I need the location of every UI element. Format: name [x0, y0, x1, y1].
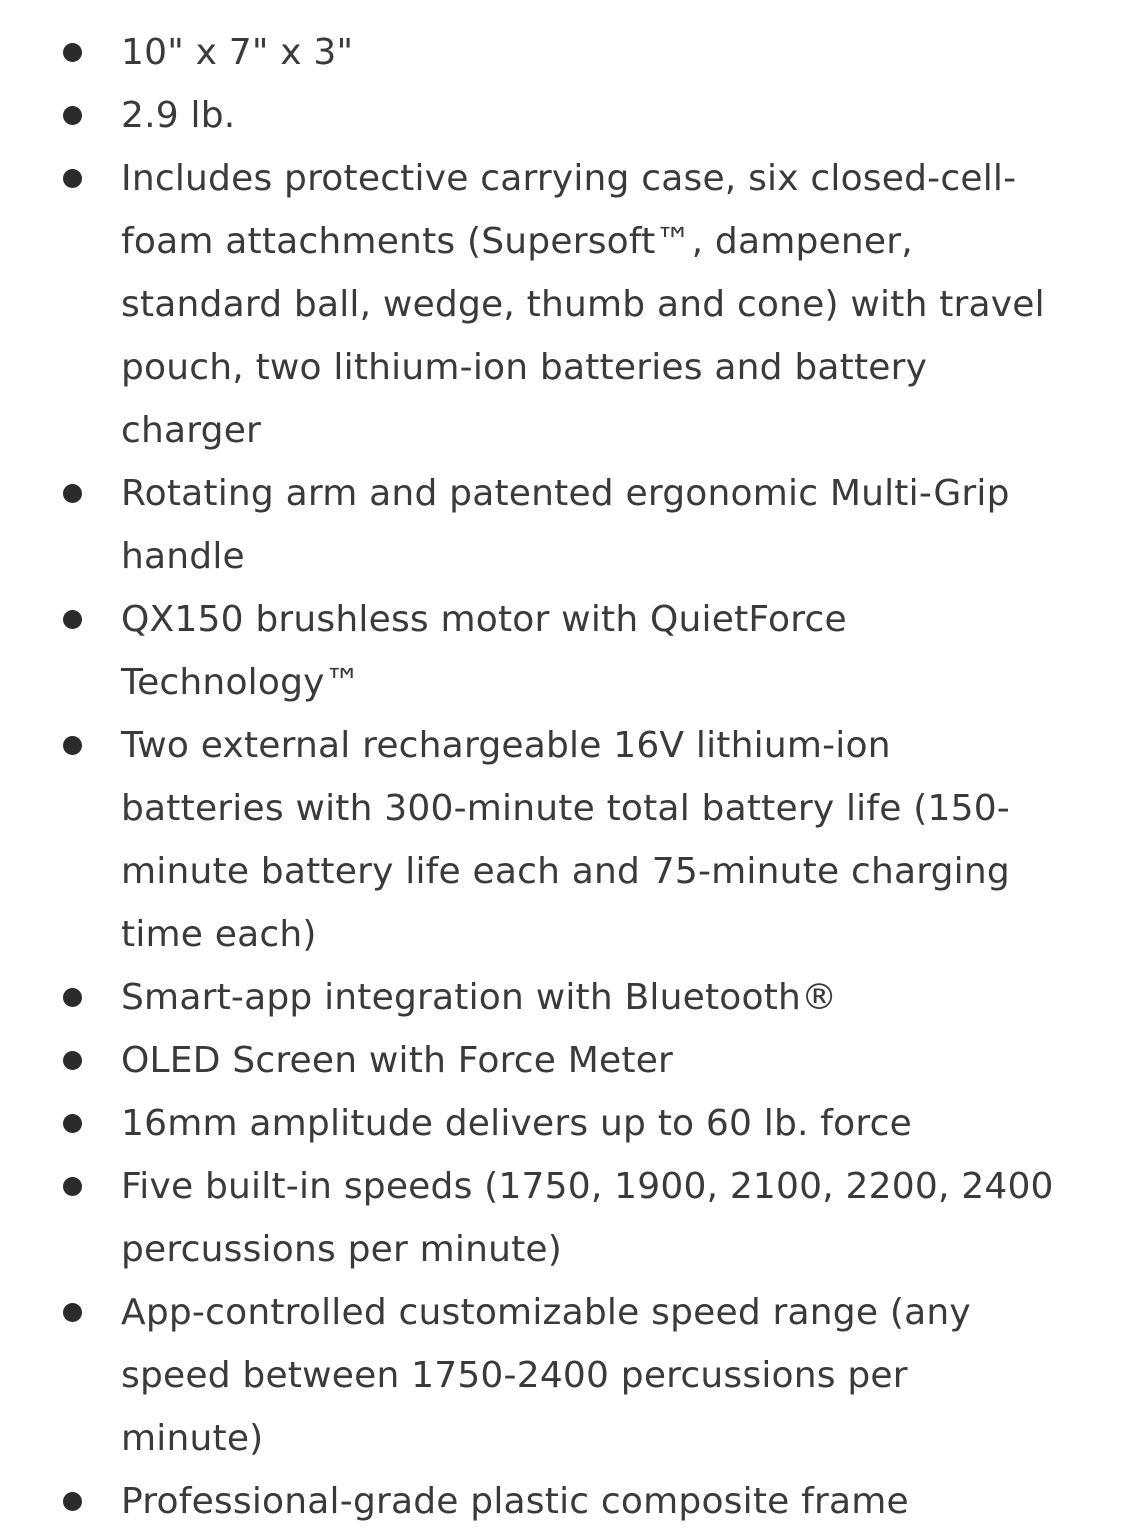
list-item — [0, 1281, 1121, 1470]
bullet-icon — [63, 1051, 82, 1070]
bullet-icon — [63, 169, 82, 188]
bullet-icon — [63, 484, 82, 503]
list-item-text: App-controlled customizable speed range (any speed between 1750-2400 percussions per minute) — [121, 1292, 971, 1459]
list-item-text: Smart-app integration with Bluetooth® — [121, 977, 838, 1018]
bullet-icon — [63, 43, 82, 62]
list-item-text: Includes protective carrying case, six closed-cell-foam attachments (Supersoft™, dampener, standard ball, wedge, thumb and cone) with travel pouch, two lithium-ion batteries and battery charger — [121, 158, 1045, 451]
bullet-icon — [63, 106, 82, 125]
bullet-icon — [63, 1303, 82, 1322]
bullet-icon — [63, 1492, 82, 1511]
bullet-icon — [63, 1177, 82, 1196]
list-item-text: Professional-grade plastic composite frame — [121, 1481, 909, 1522]
list-item-text: Five built-in speeds (1750, 1900, 2100, 2200, 2400 percussions per minute) — [121, 1166, 1054, 1270]
bullet-icon — [63, 988, 82, 1007]
list-item — [0, 1155, 1121, 1281]
list-item — [0, 1029, 1121, 1092]
list-item — [0, 84, 1121, 147]
list-item — [0, 21, 1121, 84]
list-item-text: 2.9 lb. — [121, 95, 236, 136]
list-item — [0, 462, 1121, 588]
list-item — [0, 1092, 1121, 1155]
list-item — [0, 1470, 1121, 1533]
list-item-text: OLED Screen with Force Meter — [121, 1040, 674, 1081]
list-item — [0, 147, 1121, 462]
bullet-icon — [63, 610, 82, 629]
list-item-text: 10" x 7" x 3" — [121, 32, 354, 73]
bullet-icon — [63, 1114, 82, 1133]
list-item-text: Rotating arm and patented ergonomic Multi-Grip handle — [121, 473, 1010, 577]
list-item-text: Two external rechargeable 16V lithium-ion batteries with 300-minute total battery life (150-minute battery life each and 75-minute charging time each) — [121, 725, 1010, 955]
list-item — [0, 588, 1121, 714]
bullet-icon — [63, 736, 82, 755]
list-item — [0, 714, 1121, 966]
list-item — [0, 966, 1121, 1029]
list-item-text: QX150 brushless motor with QuietForce Technology™ — [121, 599, 847, 703]
list-item-text: 16mm amplitude delivers up to 60 lb. force — [121, 1103, 912, 1144]
spec-list — [0, 21, 1121, 1533]
